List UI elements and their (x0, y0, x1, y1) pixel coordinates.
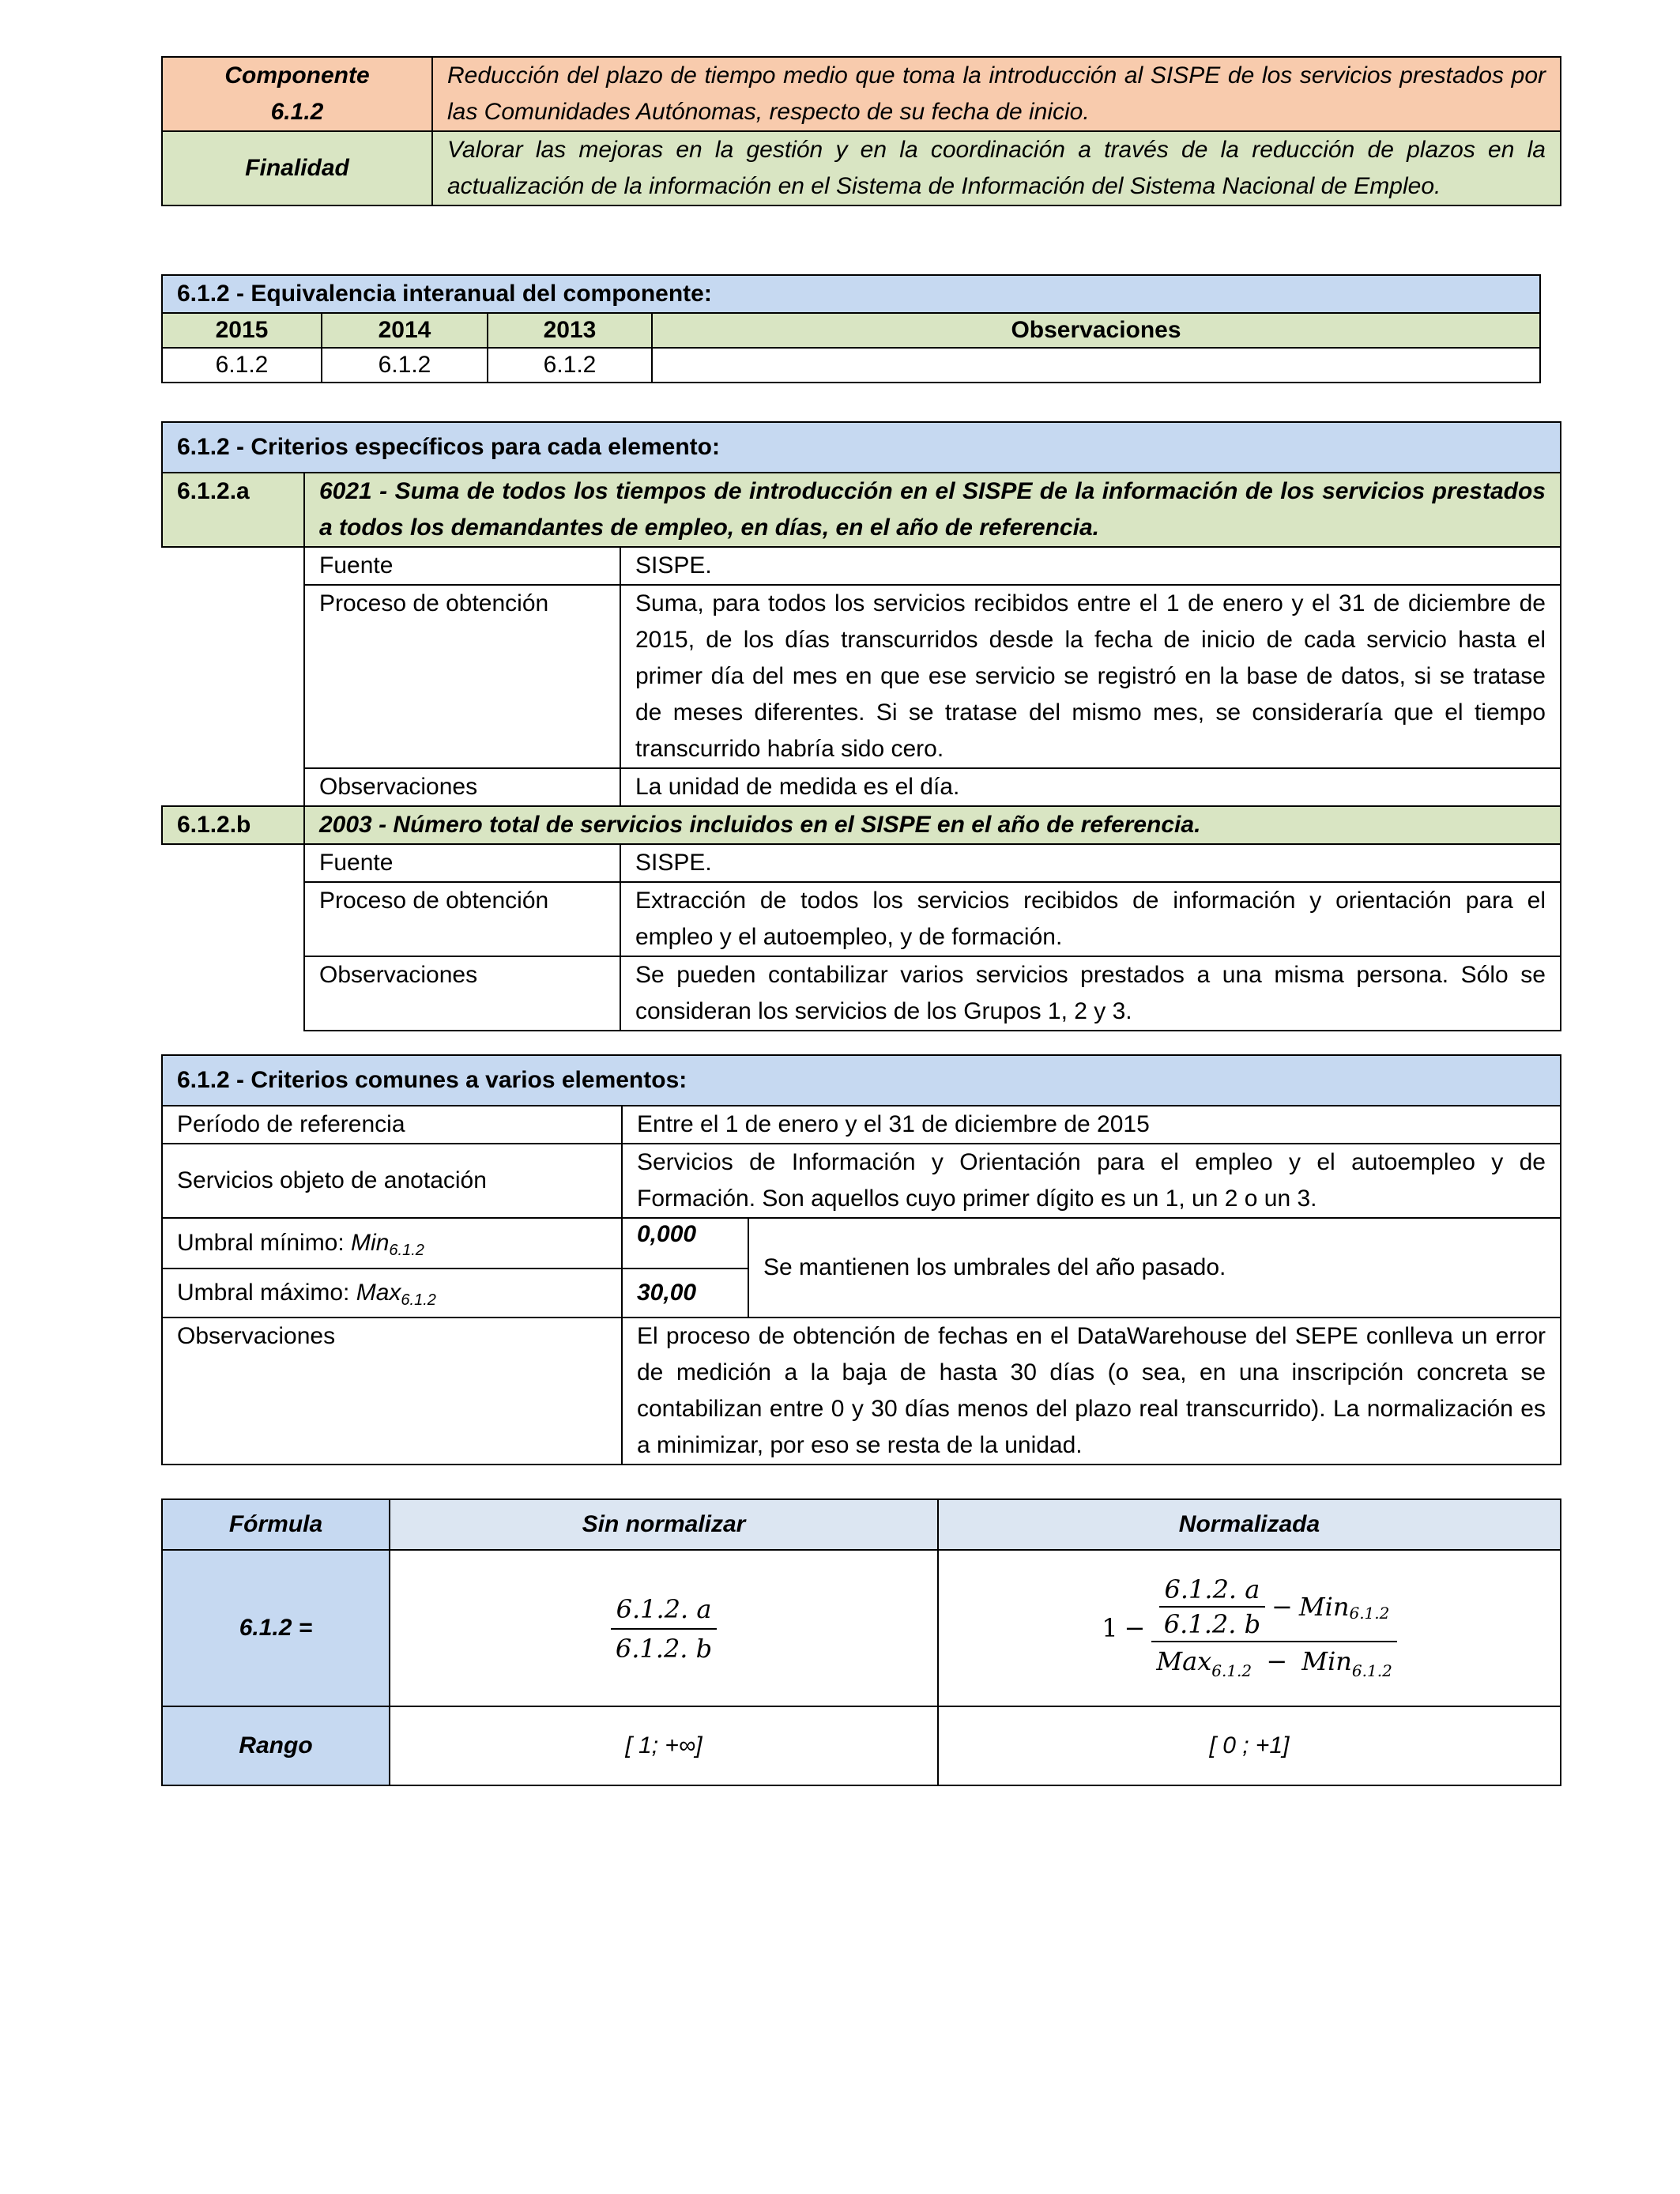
element-a-observaciones-label: Observaciones (304, 768, 620, 806)
element-b-proceso-value: Extracción de todos los servicios recibidos de información y orientación para el empleo y el autoempleo, y de formación. (620, 882, 1561, 956)
formula-norm-max: Max (1156, 1646, 1212, 1676)
element-title-a: 6021 - Suma de todos los tiempos de introducción en el SISPE de la información de los servicios prestados a todos los demandantes de empleo, en días, en el año de referencia. (304, 473, 1561, 547)
rango-sin-normalizar: [ 1; +∞] (390, 1706, 938, 1785)
formula-sin-normalizar (390, 1550, 938, 1706)
element-b-observaciones-value: Se pueden contabilizar varios servicios prestados a una misma persona. Sólo se consideran los servicios de los Grupos 1, 2 y 3. (620, 956, 1561, 1031)
element-a-observaciones-value: La unidad de medida es el día. (620, 768, 1561, 806)
equivalencia-header-observaciones: Observaciones (652, 313, 1540, 348)
formula-norm-min-sub-a: 6.1.2 (1349, 1604, 1390, 1623)
finalidad-label: Finalidad (162, 131, 432, 205)
element-b-observaciones-label: Observaciones (304, 956, 620, 1031)
formula-norm-inner-denominator: 6.1.2. b (1159, 1606, 1265, 1638)
element-b-fuente-value: SISPE. (620, 844, 1561, 882)
umbral-max-var: Max (356, 1280, 401, 1306)
formula-norm-inner-numerator: 6.1.2. a (1164, 1574, 1260, 1604)
equivalencia-cell-2014: 6.1.2 (322, 348, 488, 383)
umbral-max-value: 30,00 (622, 1269, 748, 1318)
formula-norm-min-a: Min (1298, 1592, 1350, 1622)
element-b-proceso-label: Proceso de obtención (304, 882, 620, 956)
formula-norm-minus-3: − (1266, 1646, 1288, 1676)
componente-table (161, 56, 1561, 206)
equivalencia-cell-observaciones (652, 348, 1540, 383)
equivalencia-title: 6.1.2 - Equivalencia interanual del componente: (162, 275, 1540, 313)
umbral-max-sub: 6.1.2 (401, 1291, 436, 1309)
componente-label-cell (162, 57, 432, 131)
equivalencia-cell-2015: 6.1.2 (162, 348, 322, 383)
formula-header-formula: Fórmula (162, 1499, 390, 1550)
formula-norm-max-sub: 6.1.2 (1211, 1661, 1252, 1680)
formula-header-normalizada: Normalizada (938, 1499, 1561, 1550)
criterios-comunes-title: 6.1.2 - Criterios comunes a varios elementos: (162, 1055, 1561, 1106)
formula-sin-denominator: 6.1.2. b (611, 1628, 717, 1664)
equivalencia-cell-2013: 6.1.2 (488, 348, 652, 383)
umbral-max-label: Umbral máximo: (177, 1280, 356, 1306)
element-title-b: 2003 - Número total de servicios incluidos en el SISPE en el año de referencia. (304, 806, 1561, 844)
element-code-b: 6.1.2.b (162, 806, 304, 844)
equivalencia-header-2014: 2014 (322, 313, 488, 348)
periodo-label: Período de referencia (162, 1106, 622, 1144)
element-a-proceso-value: Suma, para todos los servicios recibidos entre el 1 de enero y el 31 de diciembre de 2015, de los días transcurridos desde la fecha de inicio de cada servicio hasta el primer día del mes en que ese servicio se registró en la base de datos, si se tratase de meses diferentes. Si se tratase del mismo mes, se consideraría que el tiempo transcurrido habría sido cero. (620, 585, 1561, 768)
criterios-especificos-title: 6.1.2 - Criterios específicos para cada elemento: (162, 422, 1561, 473)
rango-normalizada: [ 0 ; +1] (938, 1706, 1561, 1785)
formula-norm-outer-fraction (1151, 1576, 1396, 1680)
equivalencia-header-2015: 2015 (162, 313, 322, 348)
umbral-min-sub: 6.1.2 (389, 1242, 424, 1259)
componente-label: Componente (224, 62, 370, 89)
umbral-note: Se mantienen los umbrales del año pasado. (748, 1218, 1561, 1318)
observaciones-value: El proceso de obtención de fechas en el DataWarehouse del SEPE conlleva un error de medición a la baja de hasta 30 días (o sea, en una inscripción concreta se contabilizan entre 0 y 30 días menos del plazo real transcurrido). La normalización es a minimizar, por eso se resta de la unidad. (622, 1318, 1561, 1465)
element-a-proceso-label: Proceso de obtención (304, 585, 620, 768)
formula-row-label: 6.1.2 = (162, 1550, 390, 1706)
servicios-label: Servicios objeto de anotación (162, 1144, 622, 1218)
umbral-min-label: Umbral mínimo: (177, 1230, 352, 1256)
formula-norm-min-sub-b: 6.1.2 (1351, 1661, 1392, 1680)
componente-code: 6.1.2 (270, 99, 324, 125)
formula-sin-fraction (611, 1593, 717, 1664)
formula-table (161, 1498, 1561, 1786)
element-b-fuente-label: Fuente (304, 844, 620, 882)
formula-norm-minus-2: − (1271, 1592, 1293, 1622)
formula-norm-expression (1102, 1576, 1397, 1680)
umbral-min-var: Min (351, 1230, 390, 1256)
formula-header-sin-normalizar: Sin normalizar (390, 1499, 938, 1550)
element-a-fuente-value: SISPE. (620, 547, 1561, 585)
formula-norm-min-b: Min (1301, 1646, 1352, 1676)
element-a-fuente-label: Fuente (304, 547, 620, 585)
componente-description: Reducción del plazo de tiempo medio que toma la introducción al SISPE de los servicios prestados por las Comunidades Autónomas, respecto de su fecha de inicio. (432, 57, 1561, 131)
formula-norm-one: 1 (1102, 1613, 1118, 1643)
formula-sin-numerator: 6.1.2. a (616, 1593, 712, 1624)
rango-label: Rango (162, 1706, 390, 1785)
umbral-min-value: 0,000 (622, 1218, 748, 1269)
criterios-especificos-table (161, 421, 1561, 1031)
umbral-max-label-cell (162, 1269, 622, 1318)
formula-norm-minus-1: − (1124, 1613, 1146, 1643)
finalidad-text: Valorar las mejoras en la gestión y en la coordinación a través de la reducción de plazos en la actualización de la información en el Sistema de Información del Sistema Nacional de Empleo. (432, 131, 1561, 205)
periodo-value: Entre el 1 de enero y el 31 de diciembre de 2015 (622, 1106, 1561, 1144)
equivalencia-header-2013: 2013 (488, 313, 652, 348)
element-code-a: 6.1.2.a (162, 473, 304, 547)
equivalencia-table (161, 274, 1541, 383)
formula-normalizada (938, 1550, 1561, 1706)
umbral-min-label-cell (162, 1218, 622, 1269)
servicios-value: Servicios de Información y Orientación para el empleo y el autoempleo y de Formación. Son aquellos cuyo primer dígito es un 1, un 2 o un 3. (622, 1144, 1561, 1218)
observaciones-label: Observaciones (162, 1318, 622, 1465)
criterios-comunes-table (161, 1054, 1561, 1465)
